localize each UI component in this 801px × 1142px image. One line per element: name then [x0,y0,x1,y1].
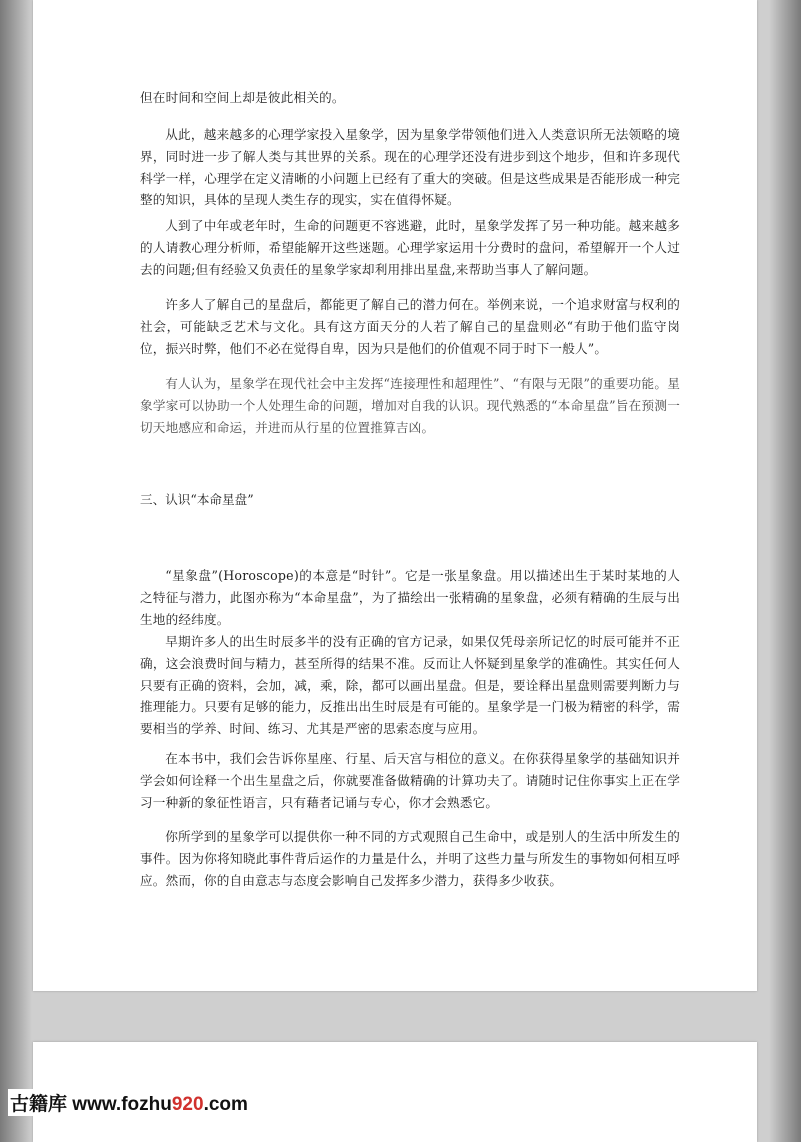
document-page [33,0,757,991]
paragraph-psychology: 从此，越来越多的心理学家投入星象学，因为星象学带领他们进入人类意识所无法领略的境界，同时进一步了解人类与其世界的关系。现在的心理学还没有进步到这个地步，但和许多现代科学一样，心理学在定义清晰的小问题上已经有了重大的突破。但是这些成果是否能形成一种完整的知识，具体的呈现人类生存的现实，实在值得怀疑。 [140,127,680,208]
paragraph-free-will: 你所学到的星象学可以提供你一种不同的方式观照自己生命中，或是别人的生活中所发生的事件。因为你将知晓此事件背后运作的力量是什么，并明了这些力量与所发生的事物如何相互呼应。然而，你的自由意志与态度会影响自己发挥多少潜力，获得多少收获。 [140,829,680,888]
paragraph-horoscope-definition: “星象盘”(Horoscope)的本意是“时针”。它是一张星象盘。用以描述出生于某时某地的人之特征与潜力，此图亦称为“本命星盘”，为了描绘出一张精确的星象盘，必须有精确的生辰与出生地的经纬度。 [140,568,680,627]
site-watermark [8,1089,250,1116]
watermark-url-prefix: www.fozhu [72,1094,172,1115]
paragraph-function: 有人认为，星象学在现代社会中主发挥“连接理性和超理性”、“有限与无限”的重要功能。星象学家可以协助一个人处理生命的问题，增加对自我的认识。现代熟悉的“本命星盘”旨在预测一切天地感应和命运，并进而从行星的位置推算吉凶。 [140,376,680,435]
paragraph-book-contents: 在本书中，我们会告诉你星座、行星、后天宫与相位的意义。在你获得星象学的基础知识并学会如何诠释一个出生星盘之后，你就要准备做精确的计算功夫了。请随时记住你事实上正在学习一种新的象征性语言，只有藉者记诵与专心，你才会熟悉它。 [140,751,680,810]
paragraph-midlife: 人到了中年或老年时，生命的问题更不容逃避，此时，星象学发挥了另一种功能。越来越多的人请教心理分析师，希望能解开这些迷题。心理学家运用十分费时的盘问，希望解开一个人过去的问题;但有经验又负责任的星象学家却利用排出星盘,来帮助当事人了解问题。 [140,218,680,277]
watermark-site-name: 古籍库 [10,1094,68,1115]
watermark-url-suffix: .com [203,1094,248,1115]
watermark-url-number: 920 [171,1094,204,1115]
section-heading: 三、认识“本命星盘” [140,492,254,507]
paragraph-birth-time: 早期许多人的出生时辰多半的没有正确的官方记录，如果仅凭母亲所记忆的时辰可能并不正确，这会浪费时间与精力，甚至所得的结果不准。反而让人怀疑到星象学的准确性。其实任何人只要有正确的资料，会加，减，乘，除，都可以画出星盘。但是，要诠释出星盘则需要判断力与推理能力。只要有足够的能力，反推出出生时辰是有可能的。星象学是一门极为精密的科学，需要相当的学养、时间、练习、尤其是严密的思索态度与应用。 [140,634,680,737]
paragraph-potential: 许多人了解自己的星盘后，都能更了解自己的潜力何在。举例来说，一个追求财富与权利的社会，可能缺乏艺术与文化。具有这方面天分的人若了解自己的星盘则必“有助于他们监守岗位，振兴时弊，他们不必在觉得自卑，因为只是他们的价值观不同于时下一般人”。 [140,297,680,356]
paragraph-continuation: 但在时间和空间上却是彼此相关的。 [140,90,345,105]
